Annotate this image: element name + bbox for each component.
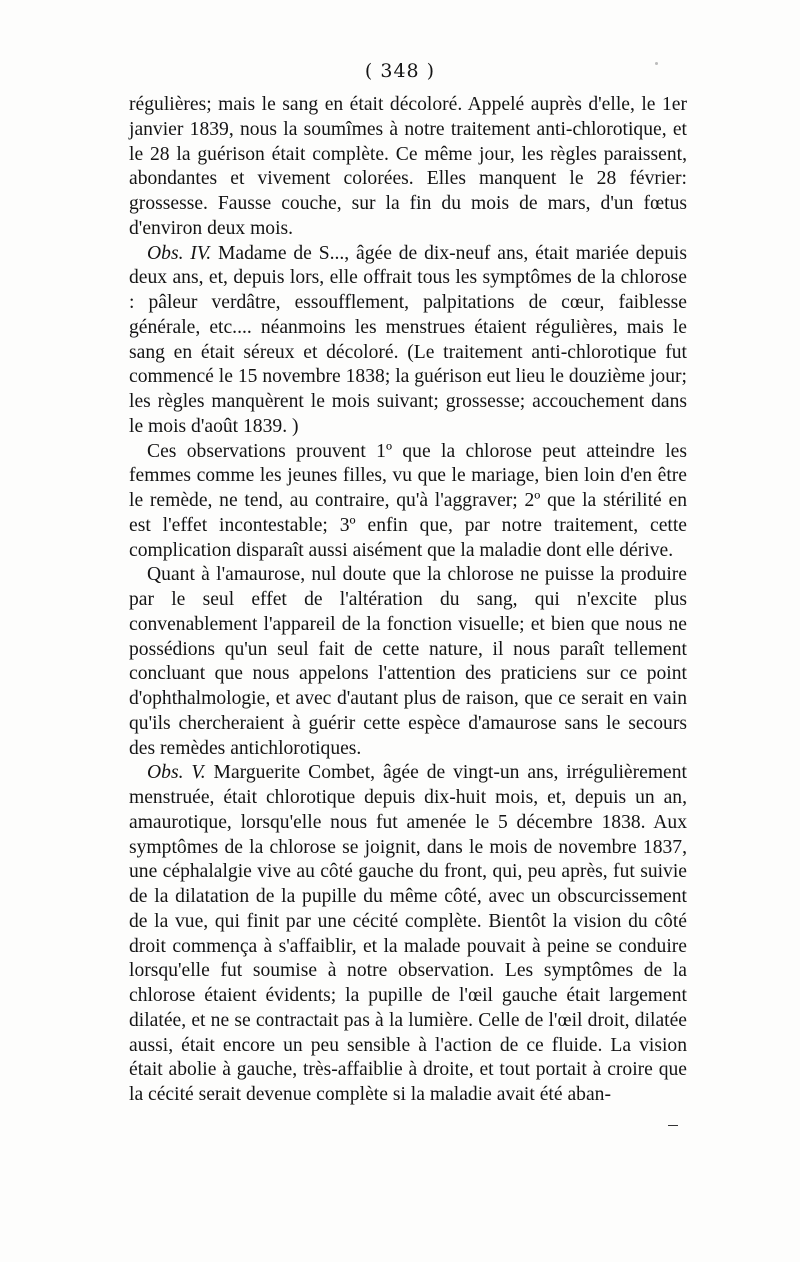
- paragraph-amaurose: [129, 563, 687, 761]
- paragraph-conclusions: [129, 440, 687, 564]
- body-text: [129, 93, 687, 1108]
- obs-v-label: Obs. V.: [147, 762, 206, 784]
- page-number: ( 348 ): [364, 60, 436, 82]
- catchword-mark: [668, 1125, 678, 1126]
- obs-v-text: Marguerite Combet, âgée de vingt-un ans, irrégulièrement menstruée, était chlorotique depuis dix-huit mois, et, depuis un an, amaurotique, lorsqu'elle nous fut amenée le 5 décembre 1838. Aux symptômes de la chlorose se joignit, dans le mois de novembre 1837, une céphalalgie vive au côté gauche du front, qui, peu après, fut suivie de la dilatation de la pupille du même côté, avec un obscurcissement de la vue, qui finit par une cécité complète. Bientôt la vision du côté droit commença à s'affaiblir, et la malade pouvait à peine se conduire lorsqu'elle fut soumise à notre observation. Les symptômes de la chlorose étaient évidents; la pupille de l'œil gauche était largement dilatée, et ne se contractait pas à la lumière. Celle de l'œil droit, dilatée aussi, était encore un peu sensible à l'action de ce fluide. La vision était abolie à gauche, très-affaiblie à droite, et tout portait à croire que la cécité serait devenue complète si la maladie avait été aban-: [129, 762, 687, 1105]
- amaurose-text: Quant à l'amaurose, nul doute que la chlorose ne puisse la produire par le seul effet de l'altération du sang, qui n'excite plus convenablement l'appareil de la fonction visuelle; et bien que nous ne possédions qu'un seul fait de cette nature, il nous paraît tellement concluant que nous appelons l'attention des praticiens sur ce point d'ophthalmologie, et avec d'autant plus de raison, que ce serait en vain qu'ils chercheraient à guérir cette espèce d'amaurose sans le secours des remèdes antichlorotiques.: [129, 564, 687, 759]
- paragraph-1: [129, 93, 687, 242]
- conclusions-text: Ces observations prouvent 1º que la chlorose peut atteindre les femmes comme les jeunes filles, vu que le mariage, bien loin d'en être le remède, ne tend, au contraire, qu'à l'aggraver; 2º que la stérilité en est l'effet incontestable; 3º enfin que, par notre traitement, cette complication disparaît aussi aisément que la maladie dont elle dérive.: [129, 440, 687, 561]
- paragraph-1-text: régulières; mais le sang en était décoloré. Appelé auprès d'elle, le 1er janvier 1839, nous la soumîmes à notre traitement anti-chlorotique, et le 28 la guérison était complète. Ce même jour, les règles paraissent, abondantes et vivement colorées. Elles manquent le 28 février: grossesse. Fausse couche, sur la fin du mois de mars, d'un fœtus d'environ deux mois.: [129, 94, 687, 239]
- obs-iv-label: Obs. IV.: [147, 242, 212, 264]
- paragraph-obs-iv: [129, 242, 687, 440]
- obs-iv-text: Madame de S..., âgée de dix-neuf ans, était mariée depuis deux ans, et, depuis lors, elle offrait tous les symptômes de la chlorose : pâleur verdâtre, essoufflement, palpitations de cœur, faiblesse générale, etc.... néanmoins les menstrues étaient régulières, mais le sang en était séreux et décoloré. (Le traitement anti-chlorotique fut commencé le 15 novembre 1838; la guérison eut lieu le douzième jour; les règles manquèrent le mois suivant; grossesse; accouchement dans le mois d'août 1839. ): [129, 242, 687, 437]
- paragraph-obs-v: [129, 761, 687, 1108]
